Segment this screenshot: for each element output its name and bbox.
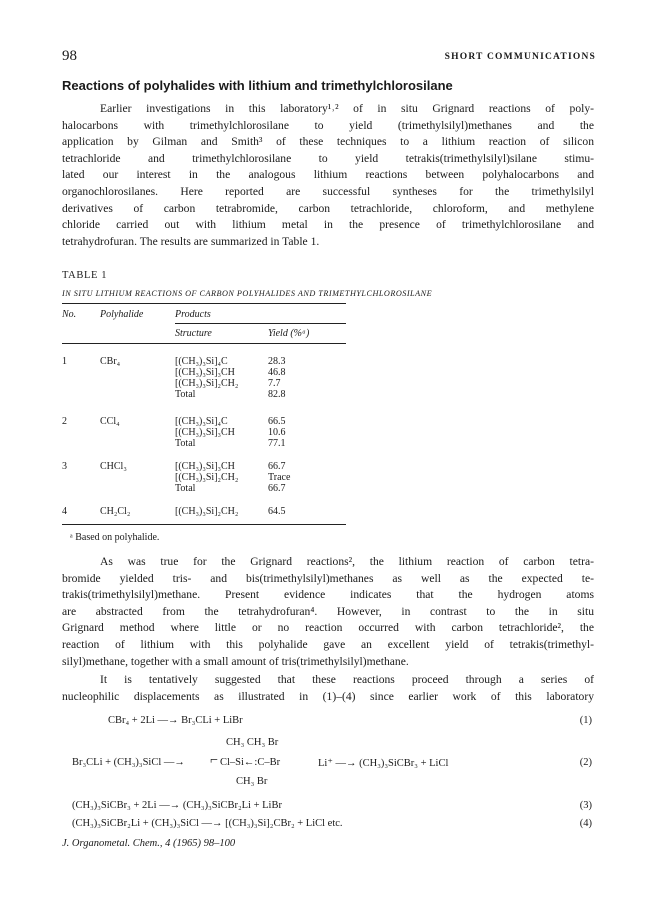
row-2-structure-2: [(CH₃)₃Si]₃CH	[175, 427, 235, 438]
row-1-polyhalide: CBr₄	[100, 356, 121, 367]
row-1-structure-3: [(CH₃)₃Si]₂CH₂	[175, 378, 239, 389]
row-2-total: 77.1	[268, 438, 286, 449]
table-top-rule	[62, 303, 346, 304]
intro-paragraph	[62, 101, 594, 250]
text-line: reaction of lithium with this polyhalide gave an excellent yield of tetrakis(trimethyl-	[62, 637, 594, 651]
equation-4-number: (4)	[579, 818, 592, 829]
table-bottom-rule	[62, 524, 346, 525]
row-4-yield-1: 64.5	[268, 506, 286, 517]
row-2-structure-1: [(CH₃)₃Si]₄C	[175, 416, 228, 427]
row-3-total: 66.7	[268, 483, 286, 494]
row-3-no: 3	[62, 461, 67, 472]
row-3-structure-2: [(CH₃)₃Si]₂CH₂	[175, 472, 239, 483]
row-4-structure-1: [(CH₃)₃Si]₂CH₂	[175, 506, 239, 517]
paragraph-3	[62, 672, 594, 705]
col-header-yield: Yield (%ᵃ)	[268, 328, 310, 339]
running-head: SHORT COMMUNICATIONS	[444, 52, 596, 62]
equation-2-top-groups: CH₃ CH₃ Br	[226, 737, 279, 748]
bracket-left: ⌐	[210, 753, 218, 768]
table-footnote: ᵃ Based on polyhalide.	[70, 532, 160, 543]
row-3-total-label: Total	[175, 483, 196, 494]
row-1-structure-1: [(CH₃)₃Si]₄C	[175, 356, 228, 367]
equation-3: (CH₃)₃SiCBr₃ + 2Li —→ (CH₃)₃SiCBr₂Li + LiBr	[72, 800, 282, 811]
row-4-no: 4	[62, 506, 67, 517]
equation-2-reactants: Br₃CLi + (CH₃)₃SiCl —→	[72, 757, 185, 768]
col-header-structure: Structure	[175, 328, 212, 339]
text-line: halocarbons with trimethylchlorosilane to yield (trimethylsilyl)methanes and the	[62, 118, 594, 132]
equation-4: (CH₃)₃SiCBr₂Li + (CH₃)₃SiCl —→ [(CH₃)₃Si]₂CBr₂ + LiCl etc.	[72, 818, 343, 829]
text-line: application by Gilman and Smith³ of these techniques to a lithium reaction of silicon	[62, 135, 594, 149]
row-3-yield-1: 66.7	[268, 461, 286, 472]
equation-2-number: (2)	[579, 757, 592, 768]
row-3-yield-2: Trace	[268, 472, 291, 483]
text-line: Grignard method where little or no reaction occurred with carbon tetrachloride², the	[62, 621, 594, 635]
paragraph-2	[62, 554, 594, 670]
equation-2-bottom-groups: CH₃ Br	[236, 776, 268, 787]
row-2-no: 2	[62, 416, 67, 427]
row-3-structure-1: [(CH₃)₃Si]₃CH	[175, 461, 235, 472]
text-line: chloride carried out with lithium metal in the presence of trimethylchlorosilane and	[62, 218, 594, 232]
col-header-products: Products	[175, 309, 211, 320]
products-rule	[175, 323, 346, 324]
text-line: are abstracted from the tetrahydrofuran⁴. However, in contrast to the in situ	[62, 604, 594, 618]
row-1-structure-2: [(CH₃)₃Si]₃CH	[175, 367, 235, 378]
col-header-no: No.	[62, 309, 77, 320]
row-2-polyhalide: CCl₄	[100, 416, 120, 427]
text-line: organochlorosilanes. Here reported are successful syntheses for the trimethylsilyl	[62, 184, 594, 198]
text-line: derivatives of carbon tetrabromide, carbon tetrachloride, chloroform, and methylene	[62, 201, 594, 215]
text-line: trakis(trimethylsilyl)methane. Present evidence indicates that the hydrogen atoms	[62, 588, 594, 602]
equation-3-number: (3)	[579, 800, 592, 811]
row-1-total-label: Total	[175, 389, 196, 400]
equation-1-number: (1)	[579, 715, 592, 726]
row-1-no: 1	[62, 356, 67, 367]
text-line: As was true for the Grignard reactions², the lithium reaction of carbon tetra-	[100, 555, 594, 568]
text-line: lated our interest in the analogous lithium reactions between polyhalocarbons and	[62, 168, 594, 182]
row-1-yield-2: 46.8	[268, 367, 286, 378]
table-caption: IN SITU LITHIUM REACTIONS OF CARBON POLYHALIDES AND TRIMETHYLCHLOROSILANE	[62, 289, 433, 298]
text-line: tetrachloride and trimethylchlorosilane to yield tetrakis(trimethylsilyl)silane stimu-	[62, 151, 594, 165]
row-4-polyhalide: CH₂Cl₂	[100, 506, 131, 517]
text-line: nucleophilic displacements as illustrated in (1)–(4) since earlier work of this laboratory	[62, 689, 594, 703]
text-line: It is tentatively suggested that these reactions proceed through a series of	[100, 673, 594, 686]
equation-2-products: Li⁺ —→ (CH₃)₃SiCBr₃ + LiCl	[318, 758, 449, 769]
page-number: 98	[62, 48, 77, 64]
row-2-total-label: Total	[175, 438, 196, 449]
text-line: silyl)methane, together with a small amount of tris(trimethylsilyl)methane.	[62, 654, 409, 668]
row-1-yield-3: 7.7	[268, 378, 281, 389]
text-line: Earlier investigations in this laboratory¹˒² of in situ Grignard reactions of poly-	[100, 102, 594, 115]
text-line: tetrahydrofuran. The results are summarized in Table 1.	[62, 234, 320, 248]
equation-2-intermediate: Cl–Si←:C–Br	[220, 757, 281, 768]
row-2-yield-1: 66.5	[268, 416, 286, 427]
article-title: Reactions of polyhalides with lithium and trimethylchlorosilane	[62, 78, 453, 93]
equation-1: CBr₄ + 2Li —→ Br₃CLi + LiBr	[108, 715, 243, 726]
journal-reference: J. Organometal. Chem., 4 (1965) 98–100	[62, 838, 236, 849]
text-line: bromide yielded tris- and bis(trimethylsilyl)methanes as well as the expected te-	[62, 571, 594, 585]
row-1-total: 82.8	[268, 389, 286, 400]
row-2-yield-2: 10.6	[268, 427, 286, 438]
table-header-rule	[62, 343, 346, 344]
row-1-yield-1: 28.3	[268, 356, 286, 367]
row-3-polyhalide: CHCl₃	[100, 461, 127, 472]
col-header-polyhalide: Polyhalide	[100, 309, 144, 320]
table-label: TABLE 1	[62, 270, 108, 281]
